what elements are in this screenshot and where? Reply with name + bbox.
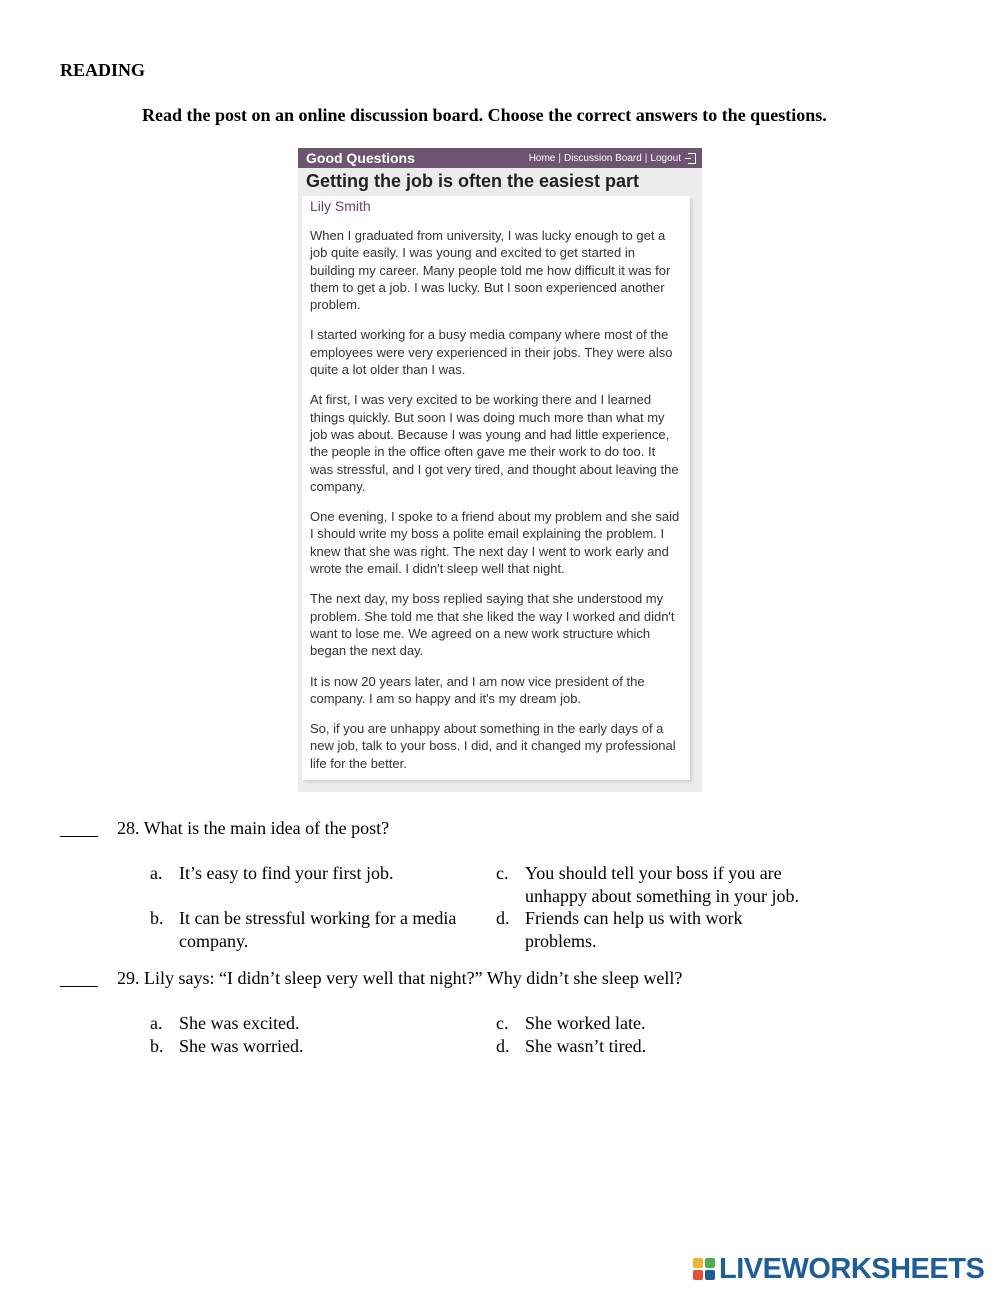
- logout-icon: [688, 153, 696, 164]
- question-text: 29. Lily says: “I didn’t sleep very well that night?” Why didn’t she sleep well?: [117, 968, 683, 988]
- discussion-board-image: [298, 148, 702, 792]
- nav-logout: Logout: [650, 152, 681, 164]
- post-paragraph: It is now 20 years later, and I am now vice president of the company. I am so happy and it's my dream job.: [310, 673, 645, 706]
- post-paragraph: So, if you are unhappy about something in the early days of a new job, talk to your boss. I did, and it changed my professional life for the better.: [310, 721, 676, 771]
- logo-icon: [693, 1258, 715, 1280]
- option-text: She worked late.: [525, 1013, 646, 1033]
- post-title: Getting the job is often the easiest part: [306, 171, 640, 191]
- option-label: c.: [496, 863, 509, 883]
- nav-discussion-board: Discussion Board: [563, 152, 642, 164]
- answer-blank-29[interactable]: [60, 968, 98, 987]
- question-text: 28. What is the main idea of the post?: [117, 818, 390, 838]
- answer-blank-28[interactable]: [60, 818, 98, 837]
- post-author: Lily Smith: [310, 198, 371, 214]
- board-nav: Home | Discussion Board | Logout: [529, 153, 696, 164]
- section-heading: READING: [60, 60, 146, 80]
- post-paragraph: One evening, I spoke to a friend about my problem and she said I should write my boss a polite email explaining the problem. I knew that she was right. The next day I went to work early and wrote the email. I didn't sleep well that night.: [310, 509, 680, 577]
- logo-text: LIVEWORKSHEETS: [719, 1252, 985, 1285]
- question-29: [60, 968, 683, 992]
- option-text: You should tell your boss if you are unhappy about something in your job.: [525, 863, 799, 906]
- liveworksheets-logo: [693, 1254, 984, 1284]
- post-paragraph: When I graduated from university, I was lucky enough to get a job quite easily. I was young and excited to get started in building my career. Many people told me how difficult it was for them to get a job. I was lucky. But I soon experienced another problem.: [310, 228, 671, 313]
- post-paragraph: At first, I was very excited to be working there and I learned things quickly. But soon I was doing much more than what my job was about. Because I was young and had little experience, the people in the office often gave me their work to do too. It was stressful, and I got very tired, and thought about leaving the company.: [310, 392, 679, 494]
- board-header-bar: [298, 148, 702, 168]
- site-name: Good Questions: [306, 150, 415, 166]
- post-card: [302, 196, 690, 780]
- option-label: d.: [496, 1036, 510, 1056]
- option-label: a.: [150, 863, 163, 883]
- option-text: It can be stressful working for a media company.: [179, 908, 457, 951]
- nav-home: Home: [528, 152, 556, 164]
- option-label: a.: [150, 1013, 163, 1033]
- option-text: It’s easy to find your first job.: [179, 863, 394, 883]
- option-text: She was worried.: [179, 1036, 304, 1056]
- option-label: c.: [496, 1013, 509, 1033]
- option-text: She wasn’t tired.: [525, 1036, 647, 1056]
- question-28: [60, 818, 390, 842]
- option-text: Friends can help us with work problems.: [525, 908, 743, 951]
- option-label: b.: [150, 1036, 164, 1056]
- option-text: She was excited.: [179, 1013, 300, 1033]
- option-label: d.: [496, 908, 510, 928]
- post-paragraph: The next day, my boss replied saying that she understood my problem. She told me that she liked the way I worked and didn't want to lose me. We agreed on a new work structure which began the next day.: [310, 591, 675, 659]
- instructions: Read the post on an online discussion board. Choose the correct answers to the questions.: [142, 105, 827, 125]
- option-label: b.: [150, 908, 164, 928]
- post-paragraph: I started working for a busy media company where most of the employees were very experienced in their jobs. They were also quite a lot older than I was.: [310, 327, 673, 378]
